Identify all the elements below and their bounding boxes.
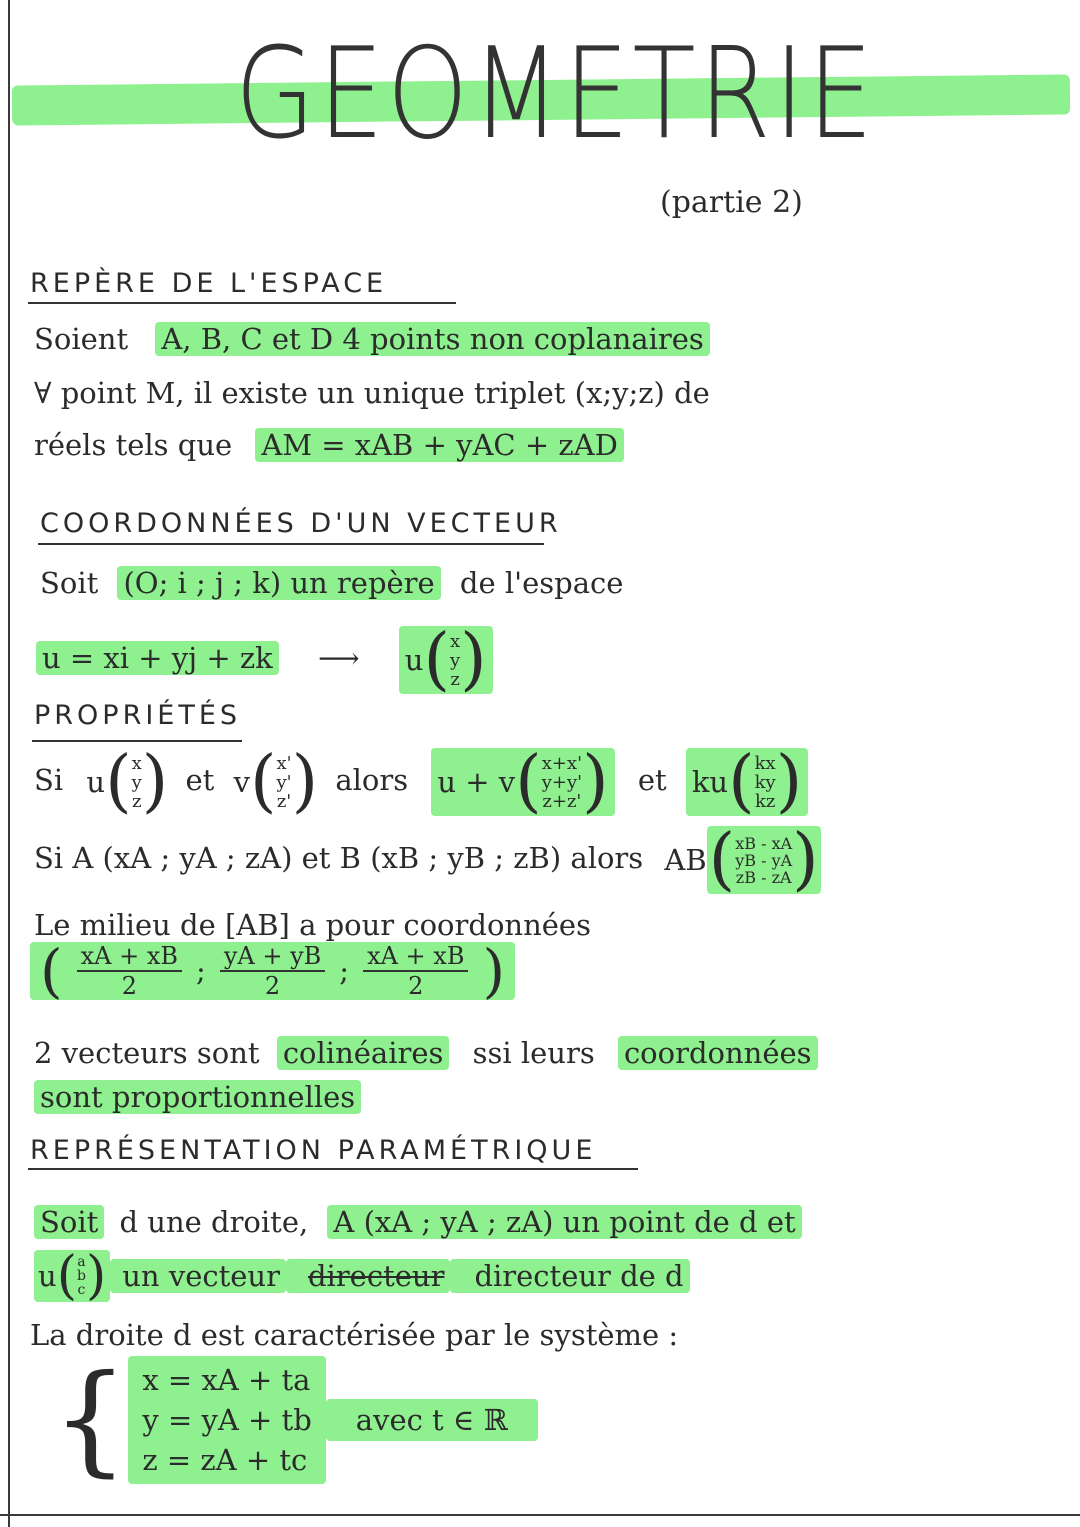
coordinate-column xyxy=(276,754,291,811)
coordinate: c xyxy=(77,1282,86,1298)
vector-ab-line xyxy=(34,820,821,899)
text: Soit xyxy=(40,566,99,600)
coordinate-column xyxy=(755,754,776,811)
vector-sum xyxy=(431,742,614,821)
coordinate: x+x' xyxy=(541,752,583,774)
coordinate: x' xyxy=(276,752,292,774)
vector-v xyxy=(233,742,319,821)
numerator: yA + yB xyxy=(220,942,325,972)
text: Si A (xA ; yA ; zA) et B (xB ; yB ; zB) alors xyxy=(34,841,644,875)
coordinate: kz xyxy=(754,790,776,812)
paren-icon: ) xyxy=(482,937,506,1005)
text: d une droite, xyxy=(119,1205,309,1239)
highlighted-text: directeur de d xyxy=(450,1259,689,1293)
vector-director xyxy=(34,1246,110,1306)
coordinate: z+z' xyxy=(542,790,582,812)
parameter-domain: avec t ∈ ℝ xyxy=(326,1399,538,1441)
text-line: ∀ point M, il existe un unique triplet (x;y;z) de xyxy=(34,376,710,410)
text-line xyxy=(40,566,623,600)
equation: y = yA + tb xyxy=(142,1403,312,1437)
coordinate: y+y' xyxy=(541,771,583,793)
coordinate: z' xyxy=(276,790,292,812)
coordinate: zB - zA xyxy=(735,867,792,887)
vector-label: u xyxy=(38,1259,57,1293)
midpoint-formula xyxy=(30,937,515,1005)
equation: z = zA + tc xyxy=(142,1443,308,1477)
denominator: 2 xyxy=(121,972,137,1000)
parametric-system xyxy=(52,1350,538,1489)
coordinate: y xyxy=(131,771,142,793)
coordinate-column xyxy=(542,754,582,811)
coordinate: z xyxy=(450,668,460,690)
paren-icon: ( xyxy=(249,742,277,821)
page-subtitle: (partie 2) xyxy=(660,185,803,220)
section-heading-proprietes: PROPRIÉTÉS xyxy=(34,700,242,731)
coordinate-highlight xyxy=(707,820,821,899)
heading-underline xyxy=(38,543,544,545)
highlighted-text: colinéaires xyxy=(277,1036,450,1070)
denominator: 2 xyxy=(408,972,424,1000)
text: alors xyxy=(335,763,409,797)
separator: ; xyxy=(196,954,206,988)
vector-scalar xyxy=(686,742,808,821)
arrow-icon: ⟶ xyxy=(317,641,360,675)
paren-icon: ) xyxy=(85,1246,107,1306)
section-heading-representation: REPRÉSENTATION PARAMÉTRIQUE xyxy=(30,1135,597,1166)
vector-label: v xyxy=(233,765,250,799)
coordinate: z xyxy=(131,790,142,812)
paren-icon: ( xyxy=(40,937,63,1005)
text: de l'espace xyxy=(459,566,624,600)
highlighted-text: A (xA ; yA ; zA) un point de d et xyxy=(327,1205,801,1239)
coordinate: b xyxy=(76,1268,86,1284)
coordinate-column xyxy=(77,1255,86,1297)
vector-label: ku xyxy=(691,765,729,799)
paren-icon: ) xyxy=(775,742,803,821)
coordinate: yB - yA xyxy=(735,850,793,870)
vector-label: AB xyxy=(664,843,707,877)
page-edge xyxy=(0,1514,1080,1516)
struck-text: directeur xyxy=(286,1259,450,1293)
denominator: 2 xyxy=(264,972,281,1000)
system-equations xyxy=(128,1356,325,1484)
text-line: La droite d est caractérisée par le système : xyxy=(30,1318,679,1352)
text-line xyxy=(34,1080,361,1114)
numerator: xA + xB xyxy=(77,942,182,972)
paren-icon: ( xyxy=(56,1246,77,1306)
text: Si xyxy=(34,763,64,797)
coordinate: y' xyxy=(276,771,292,793)
text: Soient xyxy=(34,322,129,356)
coordinate: kx xyxy=(754,752,776,774)
page-title: GEOMETRIE xyxy=(235,20,877,167)
separator: ; xyxy=(339,954,350,988)
text-line xyxy=(34,428,624,462)
highlighted-text: (O; i ; j ; k) un repère xyxy=(117,566,440,600)
coordinate: a xyxy=(77,1254,86,1270)
coordinate-column xyxy=(132,754,142,811)
paren-icon: ) xyxy=(792,820,819,899)
paren-icon: ) xyxy=(582,742,609,821)
paren-icon: ) xyxy=(291,742,319,821)
numerator: xA + xB xyxy=(363,942,468,972)
text-line xyxy=(36,620,493,699)
coordinate-column xyxy=(450,632,460,689)
vector-ab xyxy=(664,820,820,899)
brace-icon: { xyxy=(52,1350,129,1489)
paren-icon: ( xyxy=(708,820,736,899)
vector-u xyxy=(86,742,169,821)
fraction xyxy=(77,942,182,1000)
coordinate-column xyxy=(735,835,792,886)
section-heading-coordonnees: COORDONNÉES D'UN VECTEUR xyxy=(40,508,562,539)
page-edge xyxy=(8,0,10,1527)
text-line: Le milieu de [AB] a pour coordonnées xyxy=(34,908,591,942)
highlighted-text: sont proportionnelles xyxy=(34,1080,361,1114)
heading-underline xyxy=(28,302,456,304)
fraction xyxy=(220,942,325,1000)
vector-label: u xyxy=(86,765,106,799)
section-heading-repere: REPÈRE DE L'ESPACE xyxy=(30,268,388,299)
highlighted-text: A, B, C et D 4 points non coplanaires xyxy=(155,322,709,356)
paren-icon: ) xyxy=(141,742,169,821)
vector-operations-line xyxy=(34,742,808,821)
paren-icon: ) xyxy=(460,620,487,699)
vector-equation: AM = xAB + yAC + zAD xyxy=(255,428,623,462)
heading-underline xyxy=(28,1168,638,1170)
paren-icon: ( xyxy=(105,742,132,821)
paren-icon: ( xyxy=(515,742,542,821)
vector-label: u xyxy=(404,643,424,677)
paren-icon: ( xyxy=(423,620,450,699)
coordinate: xB - xA xyxy=(735,833,793,853)
paren-icon: ( xyxy=(728,742,755,821)
midpoint-highlight xyxy=(30,937,515,1005)
text: ssi leurs xyxy=(472,1036,595,1070)
text: 2 vecteurs sont xyxy=(34,1036,260,1070)
highlighted-text: Soit xyxy=(34,1205,104,1239)
highlighted-text: coordonnées xyxy=(618,1036,818,1070)
text-line xyxy=(34,1205,802,1239)
highlighted-text: un vecteur xyxy=(110,1259,286,1293)
vector-label: u + v xyxy=(437,765,516,799)
text-line xyxy=(34,322,710,356)
text: réels tels que xyxy=(34,428,233,462)
equation: x = xA + ta xyxy=(142,1363,311,1397)
text: et xyxy=(185,763,215,797)
heading-underline xyxy=(32,740,242,742)
text-line xyxy=(34,1246,690,1306)
coordinate: y xyxy=(449,649,461,671)
coordinate: x xyxy=(131,752,142,774)
vector-decomposition: u = xi + yj + zk xyxy=(36,641,279,675)
text: et xyxy=(637,763,667,797)
coordinate: x xyxy=(449,630,461,652)
coordinate: ky xyxy=(754,771,776,793)
fraction xyxy=(363,942,468,1000)
vector-coordinates xyxy=(399,620,493,699)
text-line xyxy=(34,1036,818,1070)
